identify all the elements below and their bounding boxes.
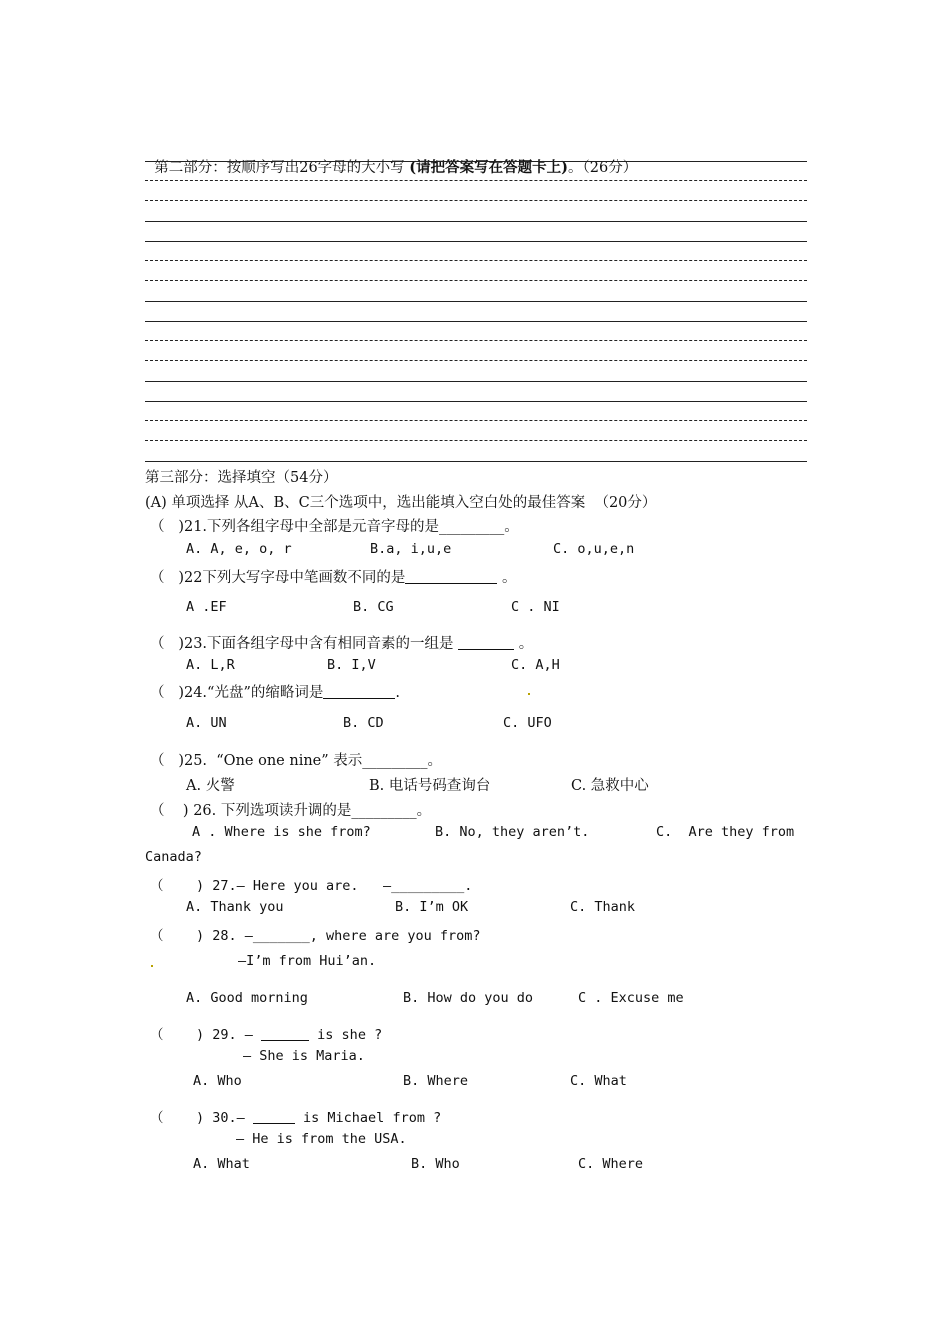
q25-option-a: A. 火警 <box>186 778 235 794</box>
question-24 <box>150 681 400 702</box>
part2-title-emphasis: (请把答案写在答题卡上) <box>409 159 569 176</box>
q23-stem: （ )23.下面各组字母中含有相同音素的一组是 <box>150 636 459 652</box>
writing-line <box>145 461 807 462</box>
part3-title: 第三部分：选择填空（54分） <box>145 470 338 486</box>
q24-tail: . <box>395 685 400 701</box>
q21-option-c: C. o,u,e,n <box>553 541 635 557</box>
question-25: （ )25. “One one nine” 表示_________。 <box>150 753 443 769</box>
answer-blank <box>323 684 395 699</box>
q29-stem-tail: is she ? <box>309 1027 383 1043</box>
q27-option-a: A. Thank you <box>186 899 284 915</box>
q30-stem: （ ) 30.— <box>150 1110 253 1126</box>
writing-line <box>145 221 807 222</box>
part2-title <box>145 140 637 177</box>
q23-option-b: B. I,V <box>327 657 376 673</box>
writing-line <box>145 401 807 402</box>
question-27: （ ) 27.— Here you are. —_________. <box>150 878 473 894</box>
q22-stem: （ )22下列大写字母中笔画数不同的是 <box>150 570 406 586</box>
q28-option-c: C . Excuse me <box>578 990 684 1006</box>
q21-option-a: A. A, e, o, r <box>186 541 292 557</box>
q22-option-a: A .EF <box>186 599 227 615</box>
q30-reply: — He is from the USA. <box>236 1131 407 1147</box>
q26-option-c-continued: Canada? <box>145 849 202 865</box>
q23-option-a: A. L,R <box>186 657 235 673</box>
writing-line <box>145 321 807 322</box>
q24-option-c: C. UFO <box>503 715 552 731</box>
q29-option-a: A. Who <box>193 1073 242 1089</box>
question-28: （ ) 28. —_______, where are you from? <box>150 928 481 944</box>
writing-line-dashed <box>145 260 807 261</box>
q29-option-b: B. Where <box>403 1073 469 1089</box>
writing-line-dashed <box>145 420 807 421</box>
q30-option-a: A. What <box>193 1156 250 1172</box>
answer-blank <box>405 569 497 584</box>
q30-option-c: C. Where <box>578 1156 644 1172</box>
part2-title-text: 第二部分：按顺序写出26字母的大小写 <box>154 160 410 176</box>
question-22 <box>150 566 517 587</box>
q26-option-c: C. Are they from <box>656 824 795 840</box>
part2-title-score: 。（26分） <box>568 160 638 176</box>
writing-line-dashed <box>145 340 807 341</box>
q23-tail: 。 <box>514 636 534 652</box>
q24-option-a: A. UN <box>186 715 227 731</box>
q28-option-a: A. Good morning <box>186 990 308 1006</box>
q22-option-c: C . NI <box>511 599 560 615</box>
writing-line <box>145 161 807 162</box>
writing-line <box>145 301 807 302</box>
writing-line-dashed <box>145 180 807 181</box>
question-23 <box>150 632 533 653</box>
q26-option-a: A . Where is she from? <box>192 824 371 840</box>
q25-option-b: B. 电话号码查询台 <box>369 778 491 794</box>
q22-tail: 。 <box>497 570 517 586</box>
q29-reply: — She is Maria. <box>243 1048 365 1064</box>
question-29 <box>150 1023 382 1043</box>
q28-option-b: B. How do you do <box>403 990 534 1006</box>
answer-blank <box>458 635 514 650</box>
stray-dot <box>528 693 530 695</box>
q30-option-b: B. Who <box>411 1156 460 1172</box>
q24-stem: （ )24.“光盘”的缩略词是 <box>150 685 324 701</box>
section-a-title: (A) 单项选择 从A、B、C三个选项中，选出能填入空白处的最佳答案 （20分） <box>145 495 657 511</box>
q23-option-c: C. A,H <box>511 657 560 673</box>
question-26: （ ) 26. 下列选项读升调的是_________。 <box>150 803 432 819</box>
q29-option-c: C. What <box>570 1073 627 1089</box>
question-30 <box>150 1106 441 1126</box>
q29-stem: （ ) 29. — <box>150 1027 262 1043</box>
answer-blank <box>253 1109 295 1124</box>
writing-line-dashed <box>145 440 807 441</box>
writing-line-dashed <box>145 360 807 361</box>
q28-reply: —I’m from Hui’an. <box>238 953 377 969</box>
q21-option-b: B.a, i,u,e <box>370 541 452 557</box>
q27-option-c: C. Thank <box>570 899 636 915</box>
q27-option-b: B. I’m OK <box>395 899 469 915</box>
writing-line-dashed <box>145 280 807 281</box>
q30-stem-tail: is Michael from ? <box>294 1110 442 1126</box>
q24-option-b: B. CD <box>343 715 384 731</box>
writing-line-dashed <box>145 200 807 201</box>
writing-line <box>145 381 807 382</box>
q26-option-b: B. No, they aren’t. <box>435 824 590 840</box>
q25-option-c: C. 急救中心 <box>571 778 649 794</box>
stray-dot <box>151 965 153 967</box>
answer-blank <box>261 1026 309 1041</box>
question-21: （ )21.下列各组字母中全部是元音字母的是_________。 <box>150 519 519 535</box>
q22-option-b: B. CG <box>353 599 394 615</box>
writing-line <box>145 241 807 242</box>
